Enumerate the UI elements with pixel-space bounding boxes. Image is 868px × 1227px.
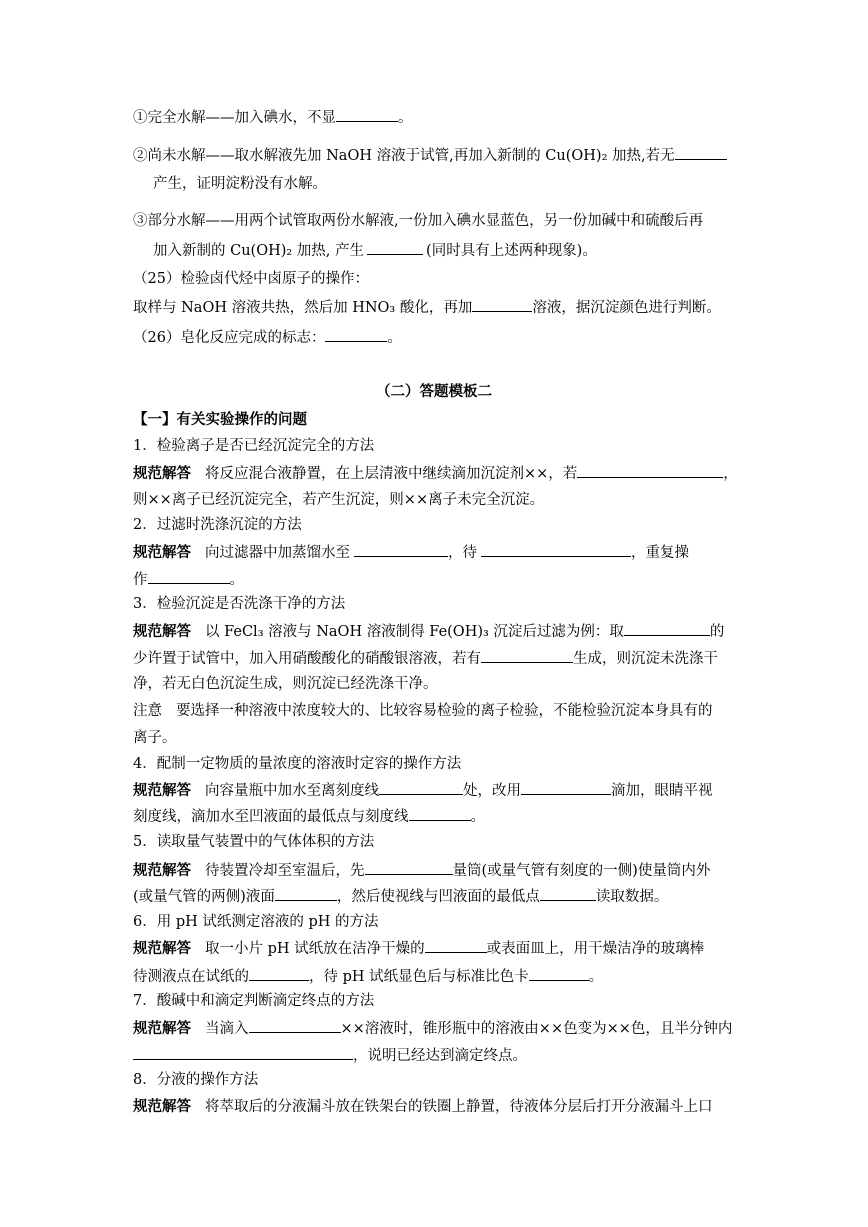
answer-blank[interactable] [425,938,487,953]
answer-blank[interactable] [540,886,596,901]
answer-blank[interactable] [354,542,448,557]
text-line: ①完全水解——加入碘水，不显 。 [133,107,413,128]
text-line: ②尚未水解——取水解液先加 NaOH 溶液于试管,再加入新制的 Cu(OH)₂ 加热,若无 [133,145,727,166]
text-line: （26）皂化反应完成的标志： 。 [133,327,402,348]
text-line: ③部分水解——用两个试管取两份水解液,一份加入碘水显蓝色，另一份加碱中和硫酸后再 [133,213,704,229]
text-line: 产生，证明淀粉没有水解。 [153,176,327,192]
question-title: 3．检验沉淀是否洗涤干净的方法 [133,596,346,612]
answer-blank[interactable] [675,145,727,160]
question-title: 8．分液的操作方法 [133,1072,259,1088]
answer-label: 规范解答 [133,623,191,640]
question-title: 4．配制一定物质的量浓度的溶液时定容的操作方法 [133,756,462,772]
answer-blank[interactable] [577,463,723,478]
question-title: 5．读取量气装置中的气体体积的方法 [133,834,375,850]
answer-line: 待测液点在试纸的 ，待 pH 试纸显色后与标准比色卡 。 [133,966,603,987]
answer-blank[interactable] [367,240,423,255]
answer-label: 规范解答 [133,862,191,879]
answer-line: 规范解答 向容量瓶中加水至离刻度线 处，改用 滴加，眼睛平视 [133,782,713,799]
answer-blank[interactable] [325,327,387,342]
answer-blank[interactable] [481,648,573,663]
answer-label: 规范解答 [133,465,191,482]
answer-blank[interactable] [336,107,398,122]
answer-line: 刻度线，滴加水至凹液面的最低点与刻度线 。 [133,806,485,827]
answer-blank[interactable] [249,1018,341,1033]
question-title: 1．检验离子是否已经沉淀完全的方法 [133,438,375,454]
answer-line: 规范解答 当滴入 ××溶液时，锥形瓶中的溶液由××色变为××色，且半分钟内 [133,1020,733,1037]
answer-line: 净，若无白色沉淀生成，则沉淀已经洗涤干净。 [133,676,438,692]
answer-label: 规范解答 [133,782,191,799]
answer-blank[interactable] [249,966,309,981]
answer-line: 规范解答 待装置冷却至室温后，先 量筒(或量气管有刻度的一侧)使量筒内外 [133,862,711,879]
section-title: （二）答题模板二 [376,383,492,400]
text-line: 加入新制的 Cu(OH)₂ 加热, 产生 (同时具有上述两种现象)。 [153,240,597,261]
note-line: 离子。 [133,730,177,746]
text-line: 取样与 NaOH 溶液共热，然后加 HNO₃ 酸化，再加 溶液，据沉淀颜色进行判断。 [133,297,721,318]
answer-blank[interactable] [481,542,631,557]
answer-label: 规范解答 [133,544,191,561]
question-title: 7．酸碱中和滴定判断滴定终点的方法 [133,993,375,1009]
answer-blank[interactable] [529,966,589,981]
answer-line: 少许置于试管中，加入用硝酸酸化的硝酸银溶液，若有 生成，则沉淀未洗涤干 [133,648,718,669]
group-title: 【一】有关实验操作的问题 [133,411,307,428]
answer-blank[interactable] [148,569,230,584]
answer-label: 规范解答 [133,1020,191,1037]
answer-blank[interactable] [365,860,453,875]
answer-label: 规范解答 [133,1098,191,1115]
note-label: 注意 [133,703,162,719]
answer-line: 规范解答 取一小片 pH 试纸放在洁净干燥的 或表面皿上，用干燥洁净的玻璃棒 [133,940,705,957]
answer-line: 规范解答 将萃取后的分液漏斗放在铁架台的铁圈上静置，待液体分层后打开分液漏斗上口 [133,1098,713,1115]
answer-line: 规范解答 向过滤器中加蒸馏水至 ，待 ，重复操 [133,544,689,561]
answer-blank[interactable] [472,297,532,312]
answer-blank[interactable] [624,621,710,636]
answer-blank[interactable] [133,1045,353,1060]
answer-line: ，说明已经达到滴定终点。 [133,1045,527,1066]
answer-line: 则××离子已经沉淀完全，若产生沉淀，则××离子未完全沉淀。 [133,492,545,508]
answer-blank[interactable] [275,886,337,901]
answer-line: 规范解答 将反应混合液静置，在上层清液中继续滴加沉淀剂××，若 ， [133,465,738,482]
note-line: 注意 要选择一种溶液中浓度较大的、比较容易检验的离子检验，不能检验沉淀本身具有的 [133,703,713,719]
text-line: （25）检验卤代烃中卤原子的操作： [133,271,369,287]
question-title: 2．过滤时洗涤沉淀的方法 [133,517,302,533]
answer-line: (或量气管的两侧)液面 ，然后使视线与凹液面的最低点 读取数据。 [133,886,668,907]
answer-blank[interactable] [521,780,611,795]
question-title: 6．用 pH 试纸测定溶液的 pH 的方法 [133,914,379,930]
answer-line: 作 。 [133,569,244,590]
answer-blank[interactable] [409,806,471,821]
answer-blank[interactable] [379,780,463,795]
answer-line: 规范解答 以 FeCl₃ 溶液与 NaOH 溶液制得 Fe(OH)₃ 沉淀后过滤为例：取 的 [133,623,725,640]
answer-label: 规范解答 [133,940,191,957]
